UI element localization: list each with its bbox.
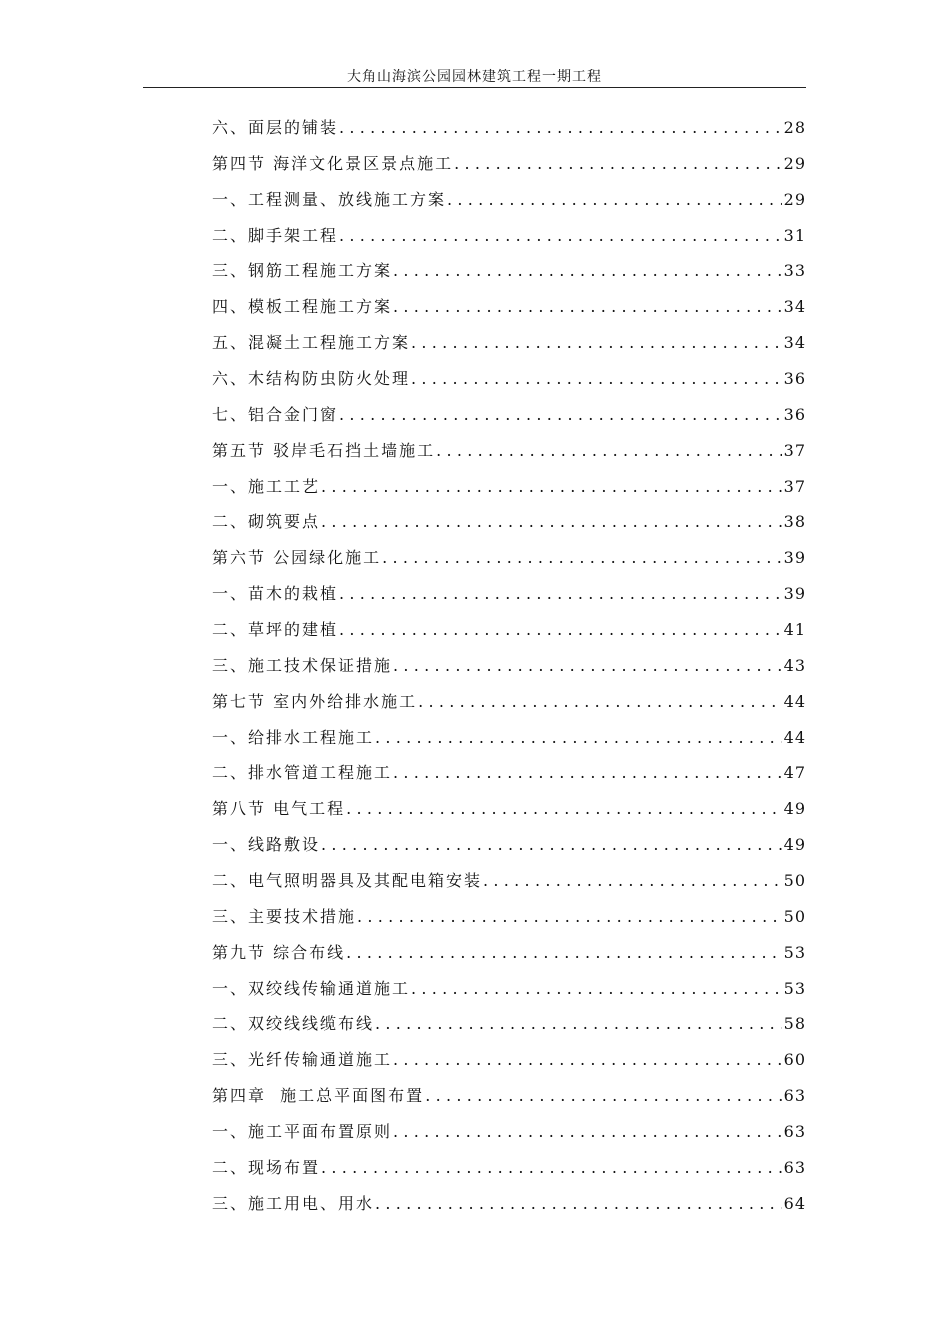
toc-entry-page-number: 64 [783,1193,806,1213]
toc-entry-label: 五、混凝土工程施工方案 [212,333,411,353]
dot-leader [393,289,782,325]
toc-entry-label: 三、施工用电、用水 [212,1193,375,1213]
toc-entry-label: 一、线路敷设 [212,835,321,855]
toc-entry-label: 二、砌筑要点 [212,512,321,532]
toc-entry-page-number: 60 [783,1050,806,1070]
toc-entry-label: 第八节 电气工程 [212,799,346,819]
dot-leader [418,684,782,720]
toc-entry-label: 六、木结构防虫防火处理 [212,369,411,389]
toc-entry[interactable] [212,971,806,1007]
dot-leader [393,253,782,289]
toc-entry-page-number: 28 [783,118,806,137]
toc-entry-page-number: 58 [783,1014,806,1034]
toc-entry-label: 二、草坪的建植 [212,620,339,640]
dot-leader [375,720,782,756]
dot-leader [382,540,782,576]
toc-entry-label: 第七节 室内外给排水施工 [212,691,418,711]
toc-entry[interactable] [212,469,806,505]
toc-entry-page-number: 38 [783,512,806,532]
dot-leader [411,971,782,1007]
table-of-contents [212,110,806,1222]
dot-leader [483,863,782,899]
toc-entry-page-number: 53 [783,978,806,998]
toc-entry-page-number: 41 [783,620,806,640]
toc-entry[interactable] [212,504,806,540]
toc-entry[interactable] [212,863,806,899]
toc-entry[interactable] [212,720,806,756]
toc-entry[interactable] [212,1150,806,1186]
dot-leader [339,397,782,433]
toc-entry-page-number: 37 [783,440,806,460]
dot-leader [393,755,782,791]
toc-entry-page-number: 29 [783,153,806,173]
toc-entry-label: 第四节 海洋文化景区景点施工 [212,153,454,173]
toc-entry-page-number: 29 [783,189,806,209]
toc-entry-page-number: 34 [783,297,806,317]
toc-entry-label: 一、施工平面布置原则 [212,1122,393,1142]
toc-entry-label: 一、双绞线传输通道施工 [212,978,411,998]
toc-entry-label: 三、钢筋工程施工方案 [212,261,393,281]
toc-entry-label: 六、面层的铺装 [212,118,339,137]
dot-leader [447,182,782,218]
toc-entry[interactable] [212,1114,806,1150]
dot-leader [346,791,782,827]
toc-entry[interactable] [212,433,806,469]
toc-entry-label: 二、电气照明器具及其配电箱安装 [212,871,483,891]
dot-leader [375,1186,782,1222]
toc-entry-label: 二、脚手架工程 [212,225,339,245]
toc-entry-page-number: 33 [783,261,806,281]
toc-entry-page-number: 44 [783,727,806,747]
toc-entry-page-number: 47 [783,763,806,783]
toc-entry-page-number: 63 [783,1086,806,1106]
toc-entry[interactable] [212,648,806,684]
toc-entry-label: 二、排水管道工程施工 [212,763,393,783]
toc-entry[interactable] [212,146,806,182]
toc-entry-label: 三、光纤传输通道施工 [212,1050,393,1070]
toc-entry-label: 第六节 公园绿化施工 [212,548,382,568]
toc-entry-label: 一、工程测量、放线施工方案 [212,189,447,209]
dot-leader [321,469,782,505]
dot-leader [454,146,782,182]
toc-entry-label: 第四章 施工总平面图布置 [212,1086,425,1106]
toc-entry-label: 一、给排水工程施工 [212,727,375,747]
toc-entry-page-number: 49 [783,835,806,855]
toc-entry[interactable] [212,576,806,612]
toc-entry-page-number: 31 [783,225,806,245]
toc-entry[interactable] [212,1186,806,1222]
toc-entry-page-number: 50 [783,906,806,926]
dot-leader [321,504,782,540]
toc-entry[interactable] [212,289,806,325]
toc-entry-page-number: 63 [783,1157,806,1177]
toc-entry-page-number: 37 [783,476,806,496]
toc-entry-label: 七、铝合金门窗 [212,404,339,424]
toc-entry-page-number: 53 [783,942,806,962]
toc-entry[interactable] [212,791,806,827]
toc-entry-page-number: 36 [783,369,806,389]
toc-entry-label: 二、现场布置 [212,1157,321,1177]
toc-entry-page-number: 63 [783,1122,806,1142]
toc-entry[interactable] [212,935,806,971]
toc-entry-page-number: 50 [783,871,806,891]
dot-leader [339,612,782,648]
toc-entry[interactable] [212,1006,806,1042]
toc-entry[interactable] [212,110,806,146]
toc-entry[interactable] [212,253,806,289]
toc-entry-label: 第九节 综合布线 [212,942,346,962]
toc-entry[interactable] [212,182,806,218]
dot-leader [411,361,782,397]
dot-leader [339,576,782,612]
toc-entry-label: 四、模板工程施工方案 [212,297,393,317]
toc-entry[interactable] [212,899,806,935]
toc-entry-label: 三、主要技术措施 [212,906,357,926]
toc-entry[interactable] [212,612,806,648]
page-header-title: 大角山海滨公园园林建筑工程一期工程 [347,69,602,85]
header-divider [143,87,806,88]
dot-leader [321,827,782,863]
toc-entry-label: 三、施工技术保证措施 [212,655,393,675]
dot-leader [425,1078,781,1114]
toc-entry[interactable] [212,218,806,254]
toc-entry[interactable] [212,1078,806,1114]
toc-entry-label: 二、双绞线线缆布线 [212,1014,375,1034]
toc-entry-page-number: 44 [783,691,806,711]
toc-entry[interactable] [212,361,806,397]
dot-leader [339,110,782,146]
toc-entry[interactable] [212,684,806,720]
dot-leader [393,648,782,684]
toc-entry[interactable] [212,827,806,863]
toc-entry-label: 第五节 驳岸毛石挡土墙施工 [212,440,436,460]
toc-entry-page-number: 49 [783,799,806,819]
toc-entry-page-number: 39 [783,584,806,604]
dot-leader [357,899,782,935]
dot-leader [393,1042,782,1078]
toc-entry-page-number: 39 [783,548,806,568]
dot-leader [321,1150,782,1186]
toc-entry-label: 一、苗木的栽植 [212,584,339,604]
dot-leader [346,935,782,971]
dot-leader [393,1114,782,1150]
dot-leader [375,1006,782,1042]
toc-entry-label: 一、施工工艺 [212,476,321,496]
toc-entry[interactable] [212,540,806,576]
toc-entry[interactable] [212,397,806,433]
toc-entry[interactable] [212,1042,806,1078]
dot-leader [436,433,782,469]
toc-entry[interactable] [212,325,806,361]
toc-entry-page-number: 36 [783,404,806,424]
toc-entry-page-number: 34 [783,333,806,353]
toc-entry-page-number: 43 [783,655,806,675]
dot-leader [411,325,782,361]
toc-entry[interactable] [212,755,806,791]
dot-leader [339,218,782,254]
